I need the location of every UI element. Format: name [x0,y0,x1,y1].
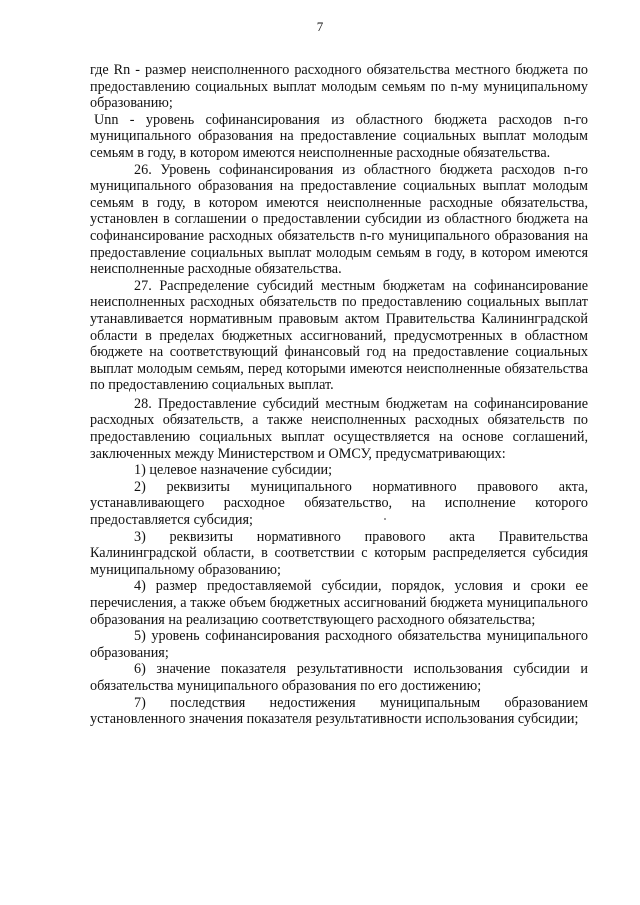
list-item-3: 3) реквизиты нормативного правового акта Правительства Калининградской области, в соответствии с которым распределяется субсидия муниципальному образованию; [90,528,588,578]
page-number: 7 [316,19,324,34]
list-item-5: 5) уровень софинансирования расходного обязательства муниципального образования; [90,628,588,661]
list-item-4: 4) размер предоставляемой субсидии, порядок, условия и сроки ее перечисления, а также объем бюджетных ассигнований бюджета муниципального образования на реализацию соответствующего расходного обязательства; [90,578,588,628]
list-item-7: 7) последствия недостижения муниципальным образованием установленного значения показателя результативности использования субсидии; [90,694,588,728]
scan-speck [384,518,386,520]
paragraph-28: 28. Предоставление субсидий местным бюджетам на софинансирование расходных обязательств, а также неисполненных расходных обязательств по предоставлению социальных выплат осуществляется на основе соглашений, заключенных между Министерством и ОМСУ, предусматривающих: [90,395,588,462]
paragraph-26: 26. Уровень софинансирования из областного бюджета расходов n-го муниципального образования на предоставление социальных выплат молодым семьям в году, в котором имеются неисполненные расходные обязательства, установлен в соглашении о предоставлении субсидии из областного бюджета на софинансирование расходных обязательств n-го муниципального образования на предоставление социальных выплат молодым семьям в году, в котором имеются неисполненные расходные обязательства. [90,161,588,278]
list-item-1: 1) целевое назначение субсидии; [134,462,333,479]
list-item-6: 6) значение показателя результативности использования субсидии и обязательства муниципального образования по его достижению; [90,661,588,694]
document-body [90,62,588,728]
list-item-2: 2) реквизиты муниципального нормативного правового акта, устанавливающего расходное обязательство, на исполнение которого предоставляется субсидия; [90,478,588,529]
paragraph-formula-un: Unn - уровень софинансирования из областного бюджета расходов n-го муниципального образования на предоставление социальных выплат молодым семьям в году, в котором имеются неисполненные расходные обязательства. [90,111,588,161]
paragraph-formula-rn: где Rn - размер неисполненного расходного обязательства местного бюджета по предоставлению социальных выплат молодым семьям по n-му муниципальному образованию; [90,62,588,112]
paragraph-27: 27. Распределение субсидий местным бюджетам на софинансирование неисполненных расходных обязательств по предоставлению социальных выплат утанавливается нормативным правовым актом Правительства Калининградской области в пределах бюджетных ассигнований, предусмотренных в областном бюджете на соответствующий финансовый год на предоставление социальных выплат молодым семьям, перед которыми имеются неисполненные обязательства по предоставлению социальных выплат. [90,277,588,394]
